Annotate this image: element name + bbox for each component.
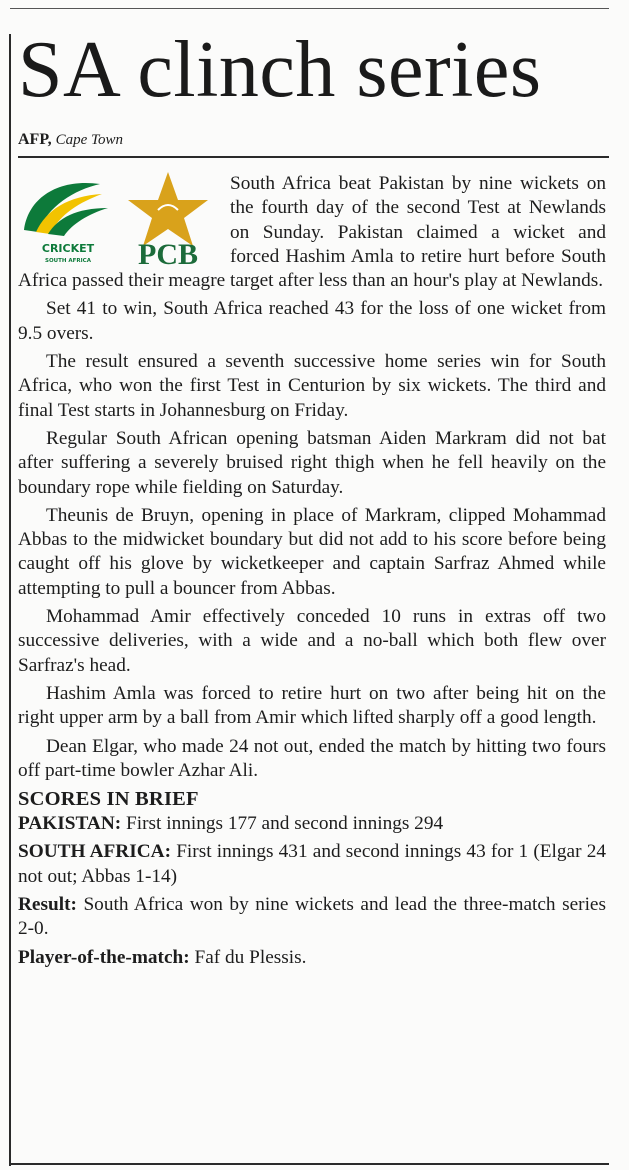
byline-rule: [18, 156, 609, 158]
byline-agency: AFP,: [18, 131, 52, 148]
column-rule: [9, 34, 11, 1166]
score-pakistan-text: First innings 177 and second innings 294: [126, 813, 444, 835]
paragraph-8: Dean Elgar, who made 24 not out, ended the match by hitting two fours off part-time bowler Azhar Ali.: [18, 735, 606, 781]
paragraph-3: The result ensured a seventh successive home series win for South Africa, who won the first Test in Centurion by six wickets. The third and final Test starts in Johannesburg on Friday.: [18, 351, 606, 421]
scores-in-brief: [18, 787, 606, 970]
paragraph-6: Mohammad Amir effectively conceded 10 runs in extras off two successive deliveries, with a wide and a no-ball which both flew over Sarfraz's head.: [18, 606, 606, 676]
score-result: [18, 893, 606, 942]
score-sa-text: First innings 431 and second innings 43 for 1 (Elgar 24 not out; Abbas 1-14): [18, 841, 606, 887]
score-south-africa: [18, 840, 606, 889]
article-body: [18, 172, 606, 974]
pcb-text: PCB: [138, 238, 198, 268]
score-potm-text: Faf du Plessis.: [194, 946, 307, 968]
headline: SA clinch series: [18, 26, 542, 114]
scores-heading: SCORES IN BRIEF: [18, 788, 199, 811]
score-potm: [18, 946, 606, 970]
score-pakistan-label: PAKISTAN:: [18, 813, 122, 835]
byline-place: Cape Town: [55, 132, 124, 148]
paragraph-2: Set 41 to win, South Africa reached 43 for the loss of one wicket from 9.5 overs.: [18, 298, 606, 344]
byline: [18, 130, 123, 150]
score-pakistan: [18, 812, 606, 836]
csa-text-bottom: SOUTH AFRICA: [45, 258, 91, 264]
paragraph-1: South Africa beat Pakistan by nine wickets on the fourth day of the second Test at Newlands on Sunday. Pakistan claimed a wicket and forced Hashim Amla to retire hurt before South Africa passed their meagre target after less than an hour's play at Newlands.: [18, 173, 606, 292]
paragraph-5: Theunis de Bruyn, opening in place of Markram, clipped Mohammad Abbas to the midwicket boundary but did not add to his score before being caught off his glove by wicketkeeper and captain Sarfraz Ahmed while attempting to pull a bouncer from Abbas.: [18, 504, 606, 599]
score-result-text: South Africa won by nine wickets and lead the three-match series 2-0.: [18, 894, 606, 940]
score-sa-label: SOUTH AFRICA:: [18, 841, 172, 863]
score-potm-label: Player-of-the-match:: [18, 946, 190, 968]
paragraph-4: Regular South African opening batsman Aiden Markram did not bat after suffering a severely bruised right thigh when he fell heavily on the boundary rope while fielding on Saturday.: [18, 427, 606, 498]
logo-float-spacer: [18, 172, 230, 264]
score-result-label: Result:: [18, 894, 77, 916]
csa-text-top: CRICKET: [41, 242, 95, 255]
bottom-rule: [10, 1163, 609, 1165]
top-rule: [10, 8, 609, 9]
paragraph-7: Hashim Amla was forced to retire hurt on two after being hit on the right upper arm by a ball from Amir which lifted sharply off a good length.: [18, 682, 606, 729]
